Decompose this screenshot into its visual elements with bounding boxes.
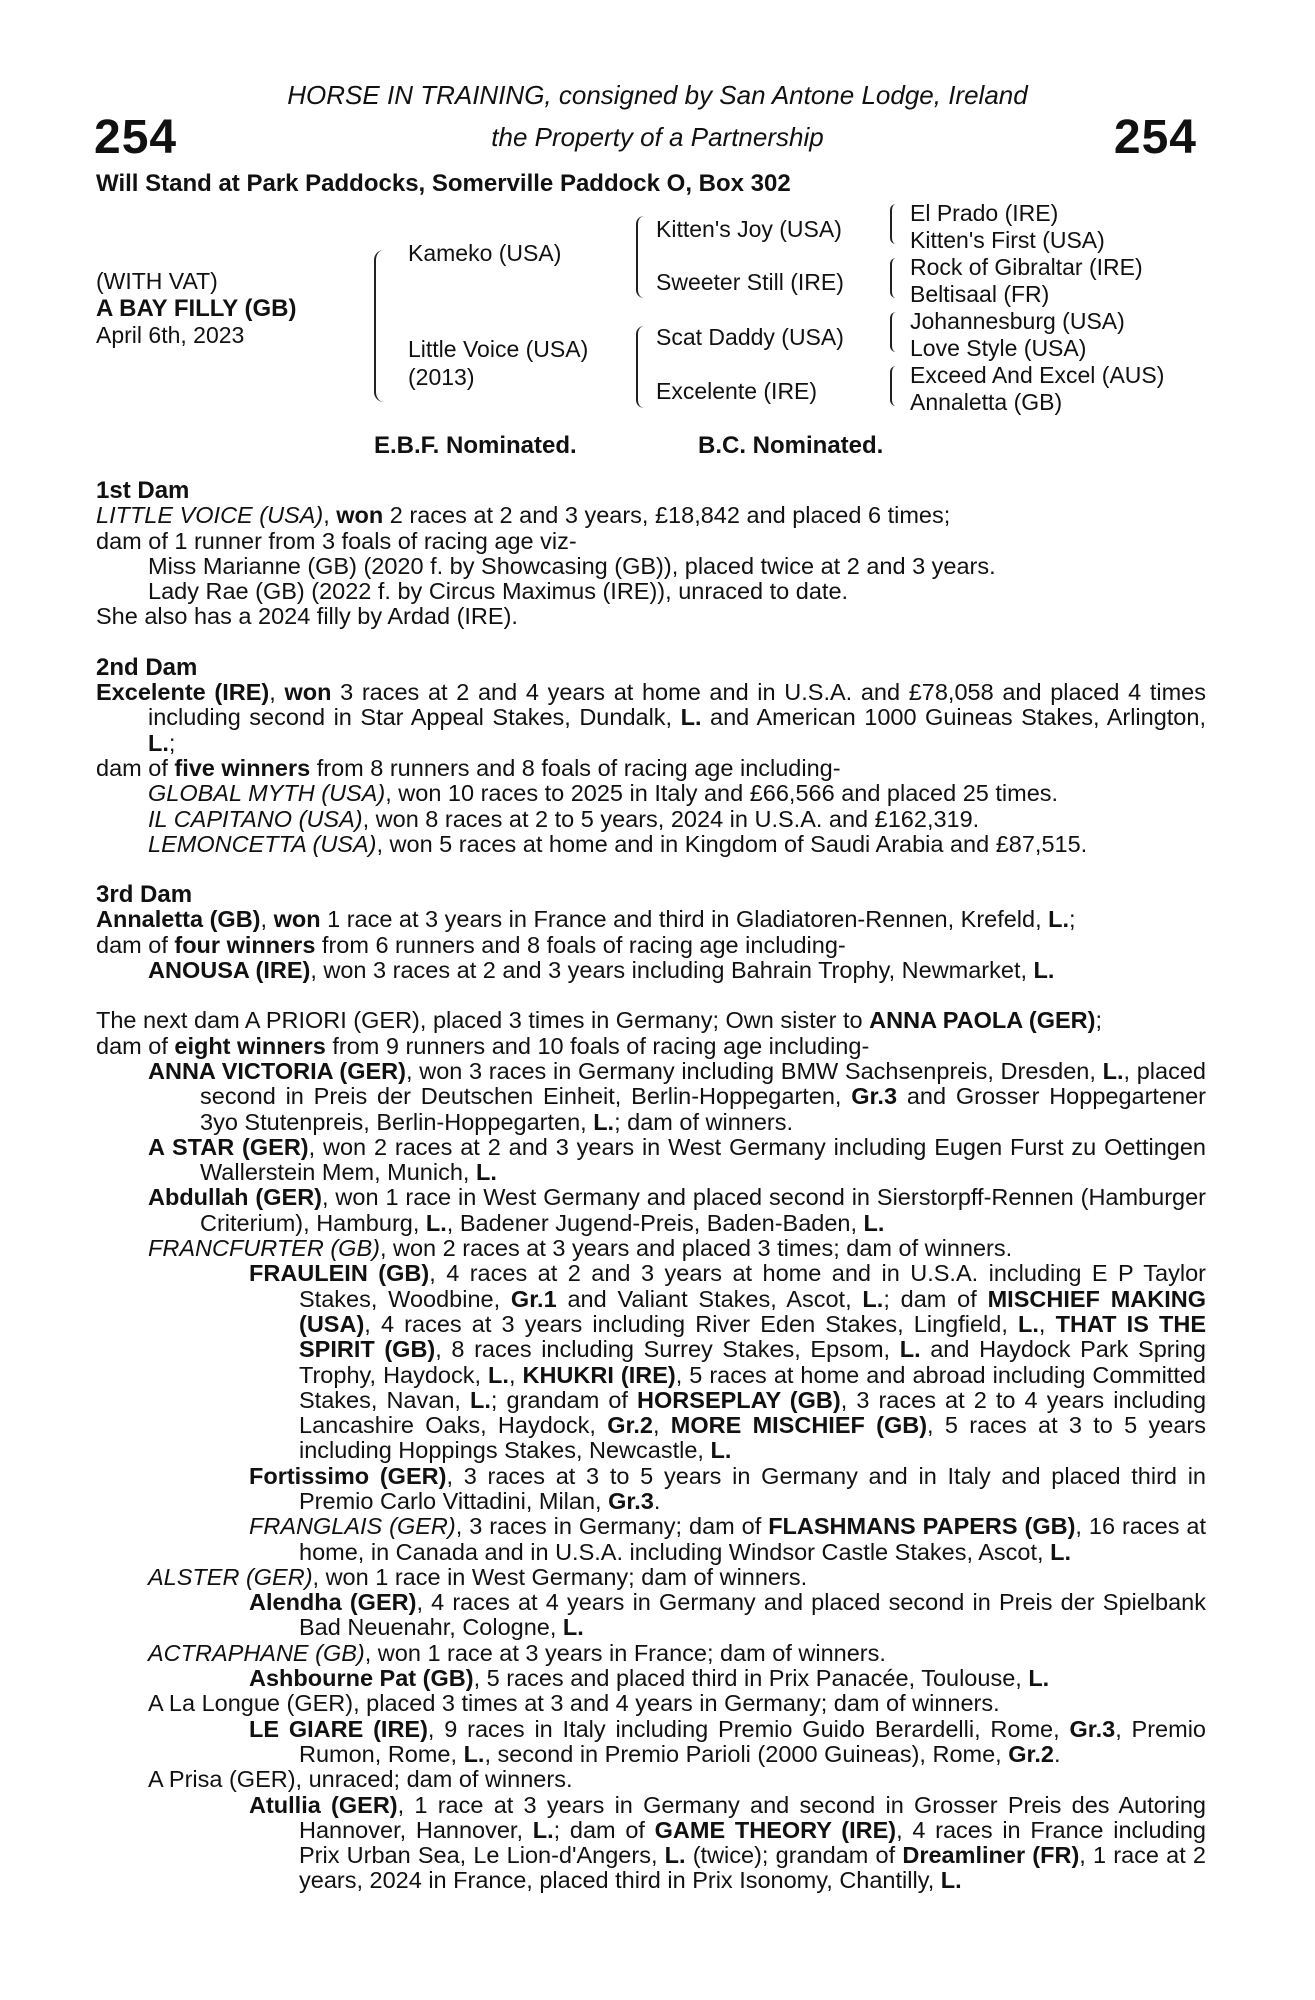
third-dam-name: Annaletta (GB) <box>96 906 261 933</box>
first-dam-summary: 2 races at 2 and 3 years, £18,842 and placed 6 times; <box>383 502 951 529</box>
group-marker: Gr.2 <box>607 1412 653 1439</box>
produce-name: Atullia (GER) <box>249 1791 398 1818</box>
listed-marker: L. <box>1028 1665 1050 1692</box>
produce-entry: A La Longue (GER), placed 3 times at 3 and 4 years in Germany; dam of winners. <box>148 1690 1000 1717</box>
record-text: , won 5 races at home and in Kingdom of Saudi Arabia and £87,515. <box>376 830 1088 857</box>
next-dam-record <box>96 1008 1206 1033</box>
listed-marker: L. <box>1048 906 1070 933</box>
record-text: dam of <box>96 754 175 781</box>
record-text: and Grosser Hoppegartener 3yo Stutenpreis, Berlin-Hoppegarten, <box>200 1083 1206 1135</box>
produce-name: ANNA VICTORIA (GER) <box>148 1057 406 1084</box>
third-dam-produce-summary <box>96 933 1206 958</box>
produce-entry <box>96 958 1206 983</box>
stand-location: Will Stand at Park Paddocks, Somerville Paddock O, Box 302 <box>96 170 791 197</box>
pedigree-brace <box>374 250 384 402</box>
produce-name: Ashbourne Pat (GB) <box>249 1665 474 1692</box>
record-text: , 4 races at 3 years including River Eden Stakes, Lingfield, <box>364 1310 1019 1337</box>
record-text: ; grandam of <box>490 1386 638 1413</box>
record-text: , <box>652 1412 671 1439</box>
granddam-ancestor-5: Johannesburg (USA) <box>910 308 1125 334</box>
listed-marker: L. <box>148 729 169 756</box>
consignor-line: HORSE IN TRAINING, consigned by San Antone Lodge, Ireland <box>287 80 1028 110</box>
produce-entry: Miss Marianne (GB) (2020 f. by Showcasing (GB)), placed twice at 2 and 3 years. <box>148 552 996 579</box>
record-text: , won 2 races at 2 and 3 years in West Germany including Eugen Furst zu Oettingen Wallerstein Mem, Munich, <box>200 1133 1206 1186</box>
listed-marker: L. <box>940 1867 962 1894</box>
record-text: , 4 races at 4 years in Germany and placed second in Preis der Spielbank Bad Neuenahr, Cologne, <box>299 1589 1206 1641</box>
produce-entry <box>96 1261 1206 1463</box>
produce-name: Dreamliner (FR) <box>902 1842 1080 1869</box>
granddam-ancestor-8: Annaletta (GB) <box>910 389 1063 415</box>
second-dam-produce-summary <box>96 756 1206 781</box>
produce-name: MISCHIEF MAKING (USA) <box>299 1285 1206 1337</box>
produce-entry <box>96 807 1206 832</box>
produce-entry <box>96 1185 1206 1236</box>
record-text: ; <box>168 729 176 756</box>
lot-number-left: 254 <box>94 111 178 164</box>
group-marker: Gr.3 <box>1069 1715 1116 1742</box>
record-text: , 1 race at 2 years, 2024 in France, placed third in Prix Isonomy, Chantilly, <box>299 1842 1206 1894</box>
record-text: , 4 races in France including Prix Urban Sea, Le Lion-d'Angers, <box>299 1816 1206 1869</box>
produce-entry <box>96 1666 1206 1691</box>
group-marker: Gr.2 <box>1008 1740 1054 1767</box>
listed-marker: L. <box>475 1159 497 1186</box>
third-dam-record: Annaletta (GB), won 1 race at 3 years in France and third in Gladiatoren-Rennen, Krefeld, L.; <box>96 906 1076 933</box>
record-text: dam of <box>96 1032 175 1059</box>
record-text: , <box>1038 1310 1056 1337</box>
won-label: won <box>273 906 321 933</box>
sire-brace <box>636 216 646 298</box>
g3-brace-1 <box>890 204 900 244</box>
listed-marker: L. <box>1050 1538 1071 1565</box>
record-text: , placed second in Preis der Deutschen Einheit, Berlin-Hoppegarten, <box>200 1057 1206 1110</box>
record-text: , won 8 races at 2 to 5 years, 2024 in U.S.A. and £162,319. <box>362 805 980 832</box>
record-text: ; dam of <box>553 1816 655 1843</box>
first-dam-heading: 1st Dam <box>96 477 190 504</box>
won-label: won <box>284 679 332 706</box>
produce-entry <box>96 1135 1206 1186</box>
g3-brace-3 <box>890 312 900 352</box>
foaling-date: April 6th, 2023 <box>96 322 245 348</box>
dam: Little Voice (USA) <box>408 336 589 362</box>
third-dam-heading: 3rd Dam <box>96 881 193 909</box>
property-line: the Property of a Partnership <box>491 122 824 152</box>
dam-sire: Scat Daddy (USA) <box>656 324 844 350</box>
produce-entry <box>96 1565 1206 1590</box>
horse-name: A BAY FILLY (GB) <box>96 295 297 322</box>
sire: Kameko (USA) <box>408 240 562 266</box>
listed-marker: L. <box>463 1740 485 1767</box>
record-text: , 1 race at 3 years in Germany and second in Grosser Preis des Autoring Hannover, Hannover, <box>299 1791 1206 1843</box>
listed-marker: L. <box>470 1386 491 1413</box>
produce-entry <box>96 1590 1206 1641</box>
record-text: , Premio Rumon, Rome, <box>299 1715 1206 1767</box>
group-marker: Gr.1 <box>510 1285 557 1312</box>
record-text: 1 race at 3 years in France and third in Gladiatoren-Rennen, Krefeld, <box>320 906 1049 933</box>
lot-number-right: 254 <box>1113 111 1197 164</box>
winners-count: four winners <box>174 931 316 958</box>
record-text: and Haydock Park Spring Trophy, Haydock, <box>299 1336 1206 1388</box>
listed-marker: L. <box>425 1209 447 1236</box>
listed-marker: L. <box>593 1108 615 1135</box>
listed-marker: L. <box>562 1614 584 1641</box>
record-text: , Badener Jugend-Preis, Baden-Baden, <box>446 1209 864 1236</box>
produce-entry <box>96 1464 1206 1515</box>
produce-name: HORSEPLAY (GB) <box>637 1386 841 1413</box>
listed-marker: L. <box>488 1361 509 1388</box>
record-text: , 5 races at home and abroad including Committed Stakes, Navan, <box>299 1361 1207 1413</box>
listed-marker: L. <box>1102 1057 1124 1084</box>
record-text: , won 2 races at 3 years and placed 3 times; dam of winners. <box>379 1235 1013 1262</box>
record-text: , 8 races including Surrey Stakes, Epsom, <box>435 1336 900 1363</box>
produce-name: FLASHMANS PAPERS (GB) <box>768 1513 1076 1540</box>
produce-entry: A Prisa (GER), unraced; dam of winners. <box>148 1766 573 1793</box>
granddam-ancestor-4: Beltisaal (FR) <box>910 281 1050 307</box>
record-text: 3 races at 2 and 4 years at home and in U.S.A. and £78,058 and placed 4 times including second in Star Appeal Stakes, Dundalk, <box>148 679 1206 731</box>
produce-name: FRANGLAIS (GER) <box>249 1513 456 1540</box>
produce-name: IL CAPITANO (USA) <box>148 805 363 832</box>
listed-marker: L. <box>1018 1310 1039 1337</box>
group-marker: Gr.3 <box>608 1487 654 1514</box>
record-text: from 9 runners and 10 foals of racing age including- <box>325 1032 870 1059</box>
record-text: , 4 races at 2 and 3 years at home and in U.S.A. including E P Taylor Stakes, Woodbine, <box>299 1260 1206 1312</box>
sire-sire: Kitten's Joy (USA) <box>656 216 842 242</box>
produce-entry <box>96 781 1206 806</box>
group-marker: Gr.3 <box>851 1083 898 1110</box>
record-text: , 5 races and placed third in Prix Panacée, Toulouse, <box>473 1665 1029 1692</box>
produce-entry <box>96 1641 1206 1666</box>
record-text: , won 3 races at 2 and 3 years including Bahrain Trophy, Newmarket, <box>310 957 1034 984</box>
produce-name: ANOUSA (IRE) <box>148 957 311 984</box>
produce-name: LEMONCETTA (USA) <box>148 830 377 857</box>
record-text: , won 3 races in Germany including BMW Sachsenpreis, Dresden, <box>405 1057 1103 1084</box>
produce-entry <box>96 1717 1206 1768</box>
listed-marker: L. <box>862 1285 884 1312</box>
produce-name: A STAR (GER) <box>148 1133 309 1160</box>
produce-entry <box>96 1236 1206 1261</box>
record-text: , 16 races at home, in Canada and in U.S.A. including Windsor Castle Stakes, Ascot, <box>299 1513 1206 1565</box>
sister-name: ANNA PAOLA (GER) <box>869 1007 1096 1034</box>
produce-name: Alendha (GER) <box>249 1589 417 1616</box>
produce-entry: Lady Rae (GB) (2022 f. by Circus Maximus (IRE)), unraced to date. <box>148 578 849 605</box>
produce-name: FRAULEIN (GB) <box>249 1260 430 1287</box>
record-text: , 3 races in Germany; dam of <box>455 1513 769 1540</box>
first-dam-note: She also has a 2024 filly by Ardad (IRE). <box>96 603 518 630</box>
listed-marker: L. <box>680 704 702 731</box>
produce-name: MORE MISCHIEF (GB) <box>670 1412 928 1439</box>
produce-name: THAT IS THE SPIRIT (GB) <box>299 1310 1207 1363</box>
ebf-nomination: E.B.F. Nominated. <box>374 432 577 459</box>
second-dam-record: Excelente (IRE), won 3 races at 2 and 4 years at home and in U.S.A. and £78,058 and placed 4 times including second in Star Appeal Stakes, Dundalk, L. and American 1000 Guineas Stakes, Arlington, L.; <box>96 679 1206 756</box>
next-dam-produce-summary <box>96 1034 1206 1059</box>
record-text: , 3 races at 2 to 4 years including Lancashire Oaks, Haydock, <box>299 1386 1207 1439</box>
first-dam-produce-summary: dam of 1 runner from 3 foals of racing age viz- <box>96 527 577 554</box>
g3-brace-2 <box>890 258 900 298</box>
bc-nomination: B.C. Nominated. <box>698 432 884 459</box>
record-text: ; dam of <box>883 1285 988 1312</box>
listed-marker: L. <box>532 1816 554 1843</box>
record-text: from 8 runners and 8 foals of racing age including- <box>310 754 841 781</box>
granddam-ancestor-7: Exceed And Excel (AUS) <box>910 362 1165 388</box>
first-dam-record: LITTLE VOICE (USA), won 2 races at 2 and 3 years, £18,842 and placed 6 times; <box>96 502 951 529</box>
record-text: , 9 races in Italy including Premio Guido Berardelli, Rome, <box>427 1715 1070 1742</box>
listed-marker: L. <box>899 1336 921 1363</box>
record-text: ; <box>1095 1007 1102 1034</box>
g3-brace-4 <box>890 366 900 406</box>
produce-name: KHUKRI (IRE) <box>522 1361 676 1388</box>
record-text: ; <box>1069 906 1076 933</box>
dam-dam: Excelente (IRE) <box>656 378 818 404</box>
record-text: , won 1 race in West Germany; dam of winners. <box>312 1563 808 1590</box>
record-text: , 5 races at 3 to 5 years including Hoppings Stakes, Newcastle, <box>299 1412 1206 1464</box>
produce-entry <box>96 832 1206 857</box>
record-text: and American 1000 Guineas Stakes, Arlington, <box>701 704 1206 731</box>
sire-dam: Sweeter Still (IRE) <box>656 269 844 295</box>
listed-marker: L. <box>664 1842 686 1869</box>
record-text: , <box>508 1361 523 1388</box>
second-dam-name: Excelente (IRE) <box>96 679 270 706</box>
record-text: and Valiant Stakes, Ascot, <box>556 1285 863 1312</box>
record-text: The next dam A PRIORI (GER), placed 3 times in Germany; Own sister to <box>96 1007 870 1034</box>
granddam-ancestor-2: Kitten's First (USA) <box>910 227 1105 253</box>
catalogue-body <box>96 478 1206 1894</box>
record-text: . <box>653 1487 661 1514</box>
produce-name: FRANCFURTER (GB) <box>148 1235 380 1262</box>
won-label: won <box>336 502 384 529</box>
record-text: , won 1 race at 3 years in France; dam of winners. <box>364 1639 886 1666</box>
produce-name: LE GIARE (IRE) <box>249 1715 428 1742</box>
granddam-ancestor-3: Rock of Gibraltar (IRE) <box>910 254 1143 280</box>
listed-marker: L. <box>1033 957 1055 984</box>
produce-entry <box>96 1059 1206 1135</box>
dam-brace <box>636 326 646 408</box>
record-text: from 6 runners and 8 foals of racing age including- <box>315 931 846 958</box>
produce-name: Fortissimo (GER) <box>249 1462 447 1489</box>
produce-name: Abdullah (GER) <box>148 1184 322 1211</box>
produce-name: GLOBAL MYTH (USA) <box>148 780 386 807</box>
listed-marker: L. <box>710 1437 732 1464</box>
record-text: . <box>1053 1740 1061 1767</box>
record-text: , second in Premio Parioli (2000 Guineas), Rome, <box>484 1740 1009 1767</box>
dam-year: (2013) <box>408 364 475 390</box>
granddam-ancestor-1: El Prado (IRE) <box>910 200 1059 226</box>
vat-note: (WITH VAT) <box>96 268 218 294</box>
winners-count: five winners <box>174 754 311 781</box>
first-dam-name: LITTLE VOICE (USA) <box>96 502 324 529</box>
produce-entry <box>96 1514 1206 1565</box>
produce-name: ACTRAPHANE (GB) <box>148 1639 365 1666</box>
record-text: (twice); grandam of <box>685 1842 903 1869</box>
record-text: ; dam of winners. <box>614 1108 794 1135</box>
produce-name: ALSTER (GER) <box>148 1563 313 1590</box>
produce-entry <box>96 1793 1206 1894</box>
record-text: , won 10 races to 2025 in Italy and £66,566 and placed 25 times. <box>385 780 1059 807</box>
granddam-ancestor-6: Love Style (USA) <box>910 335 1087 361</box>
record-text: dam of <box>96 931 175 958</box>
record-text: , won 1 race in West Germany and placed second in Sierstorpff-Rennen (Hamburger Criterium), Hamburg, <box>200 1184 1206 1236</box>
listed-marker: L. <box>863 1209 885 1236</box>
record-text: , 3 races at 3 to 5 years in Germany and in Italy and placed third in Premio Carlo Vittadini, Milan, <box>299 1462 1206 1514</box>
produce-name: GAME THEORY (IRE) <box>654 1816 897 1843</box>
winners-count: eight winners <box>174 1032 326 1059</box>
second-dam-heading: 2nd Dam <box>96 653 198 681</box>
